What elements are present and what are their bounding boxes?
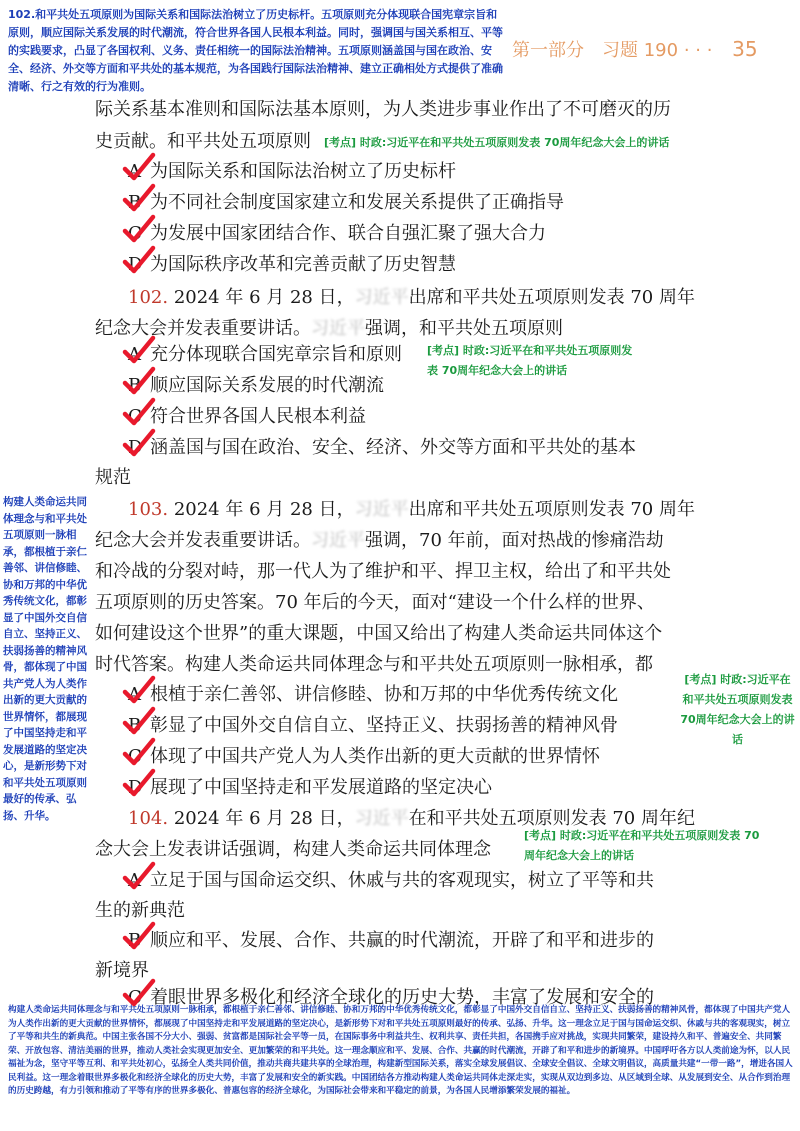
q102-option-b[interactable] — [128, 371, 384, 401]
option-text: 涵盖国与国在政治、安全、经济、外交等方面和平共处的基本 — [150, 437, 636, 458]
check-mark-icon — [122, 706, 156, 736]
q103-option-d[interactable] — [128, 773, 492, 803]
blurred-name: 习近平 — [354, 808, 409, 829]
blurred-name: 习近平 — [354, 287, 409, 308]
option-letter: C — [128, 406, 142, 427]
blurred-name: 习近平 — [354, 499, 409, 520]
option-text: 着眼世界多极化和经济全球化的历史大势，丰富了发展和安全的 — [150, 987, 654, 1008]
check-mark-icon — [122, 737, 156, 767]
option-letter: A — [128, 344, 141, 365]
option-letter: C — [128, 223, 142, 244]
option-letter: D — [128, 777, 143, 798]
option-text: 展现了中国坚持走和平发展道路的坚定决心 — [150, 777, 492, 798]
q102-option-d-cont: 规范 — [95, 467, 131, 488]
q101-option-c[interactable] — [128, 219, 546, 249]
option-text: 顺应和平、发展、合作、共赢的时代潮流，开辟了和平和进步的 — [150, 930, 654, 951]
q102-tag: [考点] 时政:习近平在和平共处五项原则发表 70周年纪念大会上的讲话 — [427, 344, 633, 377]
option-text: 为国际关系和国际法治树立了历史标杆 — [150, 161, 456, 182]
side-annotation: 构建人类命运共同体理念与和平共处五项原则一脉相承，都根植于亲仁善邻、讲信修睦、协和万邦的中华优秀传统文化，都彰显了中国外交自信自立、坚持正义、扶弱扬善的精神风骨，都体现了中国共产党人为人类作出新的更大贡献的世界情怀，都展现了中国坚持走和平发展道路的坚定决心，是新形势下对和平共处五项原则最好的传承、弘扬、升华。 — [3, 496, 87, 822]
q103-line1: 103. 2024 年 6 月 28 日，习近平出席和平共处五项原则发表 70 周年 — [128, 499, 695, 520]
question-number: 102. — [128, 287, 169, 308]
q101-line1: 际关系基本准则和国际法基本原则，为人类进步事业作出了不可磨灭的历 — [95, 99, 671, 120]
q101-option-b[interactable] — [128, 188, 564, 218]
option-text: 立足于国与国命运交织、休戚与共的客观现实，树立了平等和共 — [150, 870, 654, 891]
option-text: 充分体现联合国宪章宗旨和原则 — [150, 344, 402, 365]
check-mark-icon — [122, 978, 156, 1008]
q103-line5: 如何建设这个世界”的重大课题，中国又给出了构建人类命运共同体这个 — [95, 623, 663, 644]
q101-option-a[interactable] — [128, 157, 456, 187]
header-dots: · · · — [683, 40, 713, 61]
q101-line2: 史贡献。和平共处五项原则 — [95, 131, 311, 152]
q104-line1: 104. 2024 年 6 月 28 日，习近平在和平共处五项原则发表 70 周年纪 — [128, 808, 695, 829]
check-mark-icon — [122, 366, 156, 396]
option-text: 根植于亲仁善邻、讲信修睦、协和万邦的中华优秀传统文化 — [150, 684, 618, 705]
option-letter: D — [128, 254, 143, 275]
option-letter: B — [128, 715, 142, 736]
option-letter: A — [128, 684, 141, 705]
q104-line2: 念大会上发表讲话强调，构建人类命运共同体理念 — [95, 839, 491, 860]
option-letter: B — [128, 192, 142, 213]
option-letter: C — [128, 987, 142, 1008]
blurred-name: 习近平 — [311, 318, 365, 339]
option-text: 顺应国际关系发展的时代潮流 — [150, 375, 384, 396]
question-number: 103. — [128, 499, 169, 520]
option-text: 为国际秩序改革和完善贡献了历史智慧 — [150, 254, 456, 275]
check-mark-icon — [122, 397, 156, 427]
q104-option-b[interactable] — [128, 926, 654, 956]
check-mark-icon — [122, 428, 156, 458]
option-text: 符合世界各国人民根本利益 — [150, 406, 366, 427]
option-text: 体现了中国共产党人为人类作出新的更大贡献的世界情怀 — [150, 746, 600, 767]
check-mark-icon — [122, 861, 156, 891]
check-mark-icon — [122, 675, 156, 705]
q104-option-a[interactable] — [128, 866, 654, 896]
q103-option-c[interactable] — [128, 742, 600, 772]
q103-line3: 和冷战的分裂对峙，那一代人为了维护和平、捍卫主权，给出了和平共处 — [95, 561, 671, 582]
check-mark-icon — [122, 921, 156, 951]
check-mark-icon — [122, 335, 156, 365]
q104-tag: [考点] 时政:习近平在和平共处五项原则发表 70周年纪念大会上的讲话 — [524, 829, 760, 862]
q103-option-b[interactable] — [128, 711, 618, 741]
option-letter: B — [128, 375, 142, 396]
check-mark-icon — [122, 214, 156, 244]
page-number: 35 — [732, 37, 758, 61]
check-mark-icon — [122, 152, 156, 182]
q101-option-d[interactable] — [128, 250, 456, 280]
q102-line1: 102. 2024 年 6 月 28 日，习近平出席和平共处五项原则发表 70 周年 — [128, 287, 695, 308]
check-mark-icon — [122, 183, 156, 213]
question-number: 104. — [128, 808, 169, 829]
q102-line2: 纪念大会并发表重要讲话。习近平强调，和平共处五项原则 — [95, 318, 563, 339]
top-annotation: 102.和平共处五项原则为国际关系和国际法治树立了历史标杆。五项原则充分体现联合国宪章宗旨和原则，顺应国际关系发展的时代潮流，符合世界各国人民根本利益。同时，强调国与国关系相互、平等的实践要求，凸显了各国权利、义务、责任相统一的国际法治精神。五项原则涵盖国与国在政治、安全、经济、外交等方面和平共处的基本规范，为各国践行国际法治精神、建立正确相处方式提供了准确清晰、行之有效的行为准则。 — [8, 8, 503, 93]
q103-line4: 五项原则的历史答案。70 年后的今天，面对“建设一个什么样的世界、 — [95, 592, 655, 613]
section-label: 第一部分 习题 190 — [512, 40, 679, 61]
option-letter: A — [128, 870, 141, 891]
q103-tag: [考点] 时政:习近平在和平共处五项原则发表 70周年纪念大会上的讲话 — [680, 673, 795, 746]
q101-tag: [考点] 时政:习近平在和平共处五项原则发表 70周年纪念大会上的讲话 — [324, 136, 670, 149]
option-text: 为发展中国家团结合作、联合自强汇聚了强大合力 — [150, 223, 546, 244]
q104-option-b-cont: 新境界 — [95, 960, 149, 981]
q102-option-d[interactable] — [128, 433, 636, 463]
option-text: 为不同社会制度国家建立和发展关系提供了正确指导 — [150, 192, 564, 213]
check-mark-icon — [122, 768, 156, 798]
q103-line2: 纪念大会并发表重要讲话。习近平强调，70 年前，面对热战的惨痛浩劫 — [95, 530, 664, 551]
check-mark-icon — [122, 245, 156, 275]
q102-option-a[interactable] — [128, 340, 402, 370]
q104-option-a-cont: 生的新典范 — [95, 900, 185, 921]
page-header — [512, 36, 758, 62]
option-text: 彰显了中国外交自信自立、坚持正义、扶弱扬善的精神风骨 — [150, 715, 618, 736]
option-letter: B — [128, 930, 142, 951]
bottom-annotation: 构建人类命运共同体理念与和平共处五项原则一脉相承，都根植于亲仁善邻、讲信修睦、协和万邦的中华优秀传统文化，都彰显了中国外交自信自立、坚持正义、扶弱扬善的精神风骨，都体现了中国共产党人为人类作出新的更大贡献的世界情怀，都展现了中国坚持走和平发展道路的坚定决心，是新形势下对和平共处五项原则最好的传承、弘扬、升华。这一理念立足于国与国命运交织、休戚与共的客观现实，树立了平等和共生的新典范。中国主张各国不分大小、强弱、贫富都是国际社会平等一员，在国际事务中利益共生、权利共享、责任共担，各国携手应对挑战，实现共同繁荣，建设持久和平、普遍安全、共同繁荣、开放包容、清洁美丽的世界，推动人类社会实现更加安全、更加繁荣的和平共处。这一理念顺应和平、发展、合作、共赢的时代潮流，开辟了和平和进步的新境界。中国呼吁各方以人类前途为怀，以人民福祉为念，坚守平等互利、和平共处初心，弘扬全人类共同价值，推动共商共建共享的全球治理，构建新型国际关系，落实全球发展倡议、全球安全倡议、全球文明倡议，高质量共建“一带一路”，增进各国人民利益。这一理念着眼世界多极化和经济全球化的历史大势，丰富了发展和安全的新实践。中国团结各方推动构建人类命运共同体走深走实，实现从双边到多边、从区域到全球、从发展到安全、从合作到治理的历史跨越，有力引领和推动了平等有序的世界多极化、普惠包容的经济全球化，为国际社会带来和平稳定的前景，为各国人民增添繁荣发展的福祉。 — [8, 1005, 793, 1096]
blurred-name: 习近平 — [311, 530, 365, 551]
option-letter: D — [128, 437, 143, 458]
q102-option-c[interactable] — [128, 402, 366, 432]
option-letter: C — [128, 746, 142, 767]
option-letter: A — [128, 161, 141, 182]
q103-option-a[interactable] — [128, 680, 618, 710]
q103-line6: 时代答案。构建人类命运共同体理念与和平共处五项原则一脉相承，都 — [95, 654, 653, 675]
